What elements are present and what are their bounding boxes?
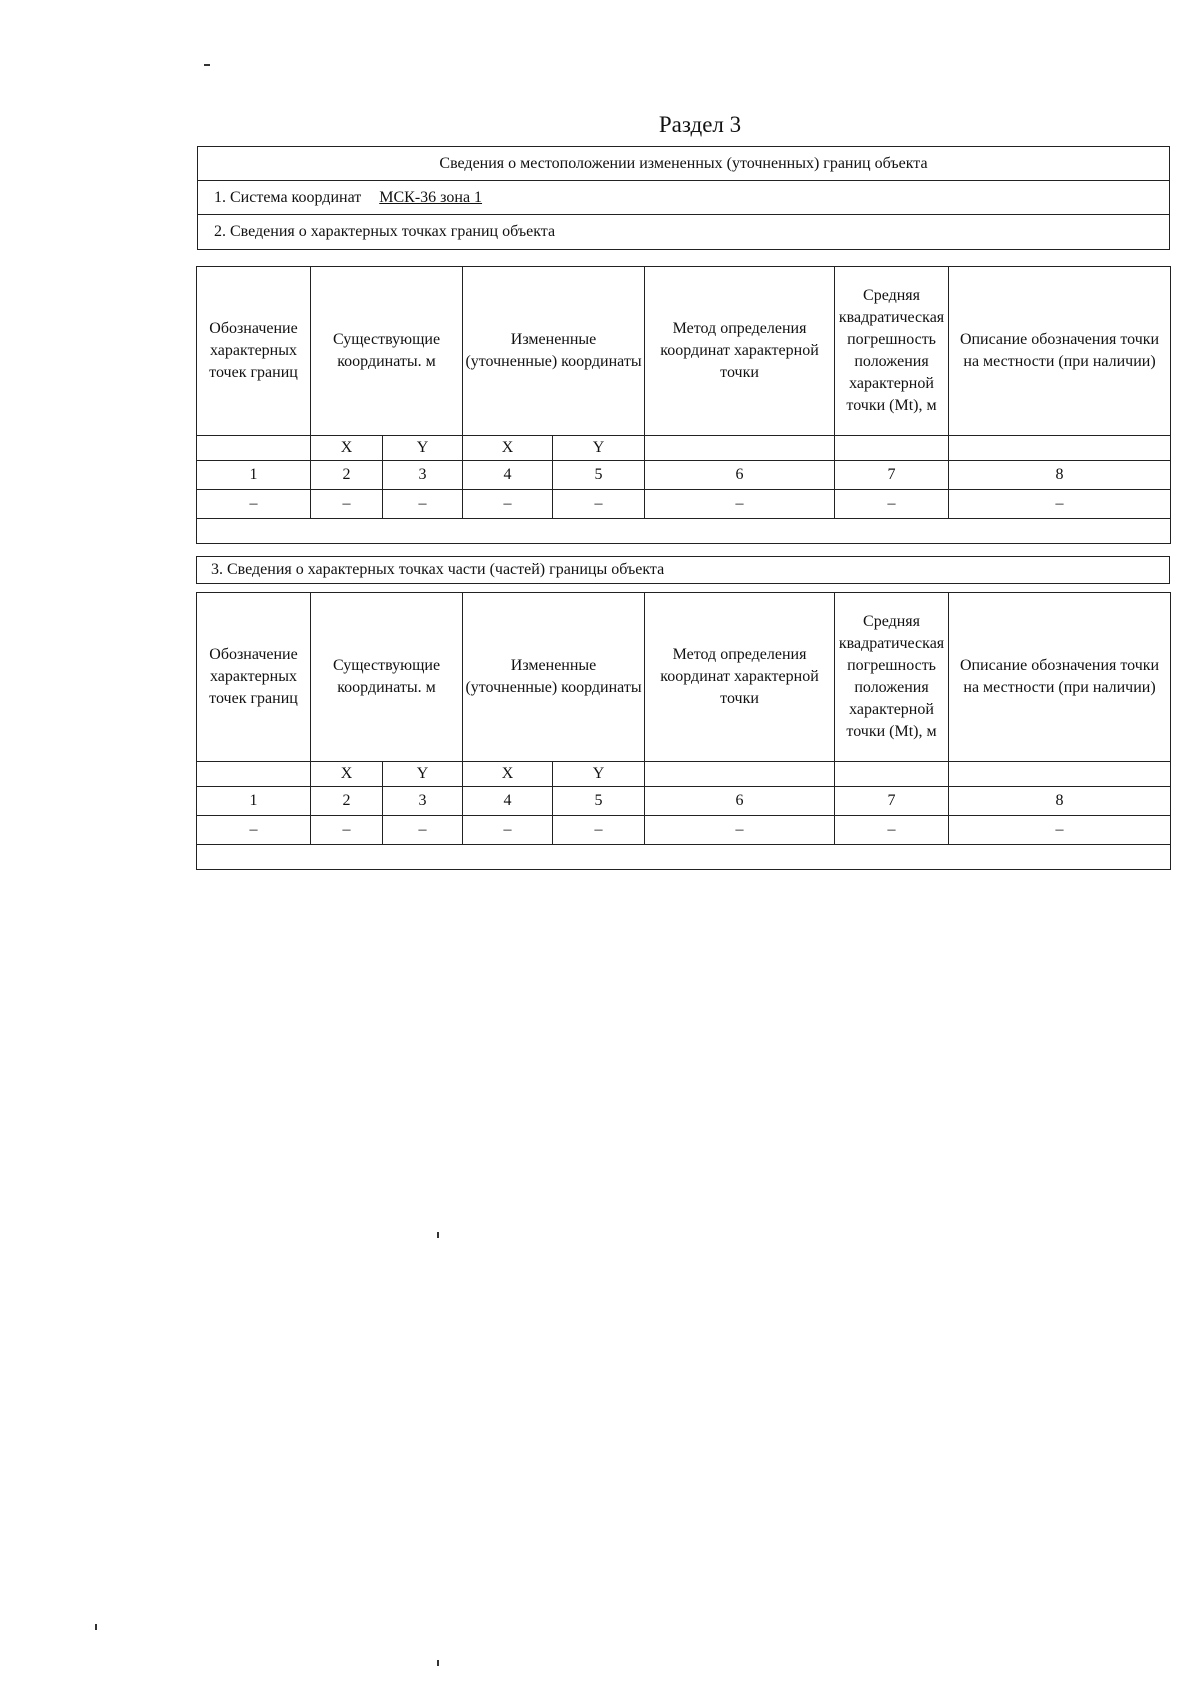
blank-cell (197, 845, 1171, 870)
column-number: 3 (383, 461, 463, 490)
col-description: Описание обозначения точки на местности (при наличии) (949, 593, 1171, 762)
dash-cell: – (383, 816, 463, 845)
dash-cell: – (311, 490, 383, 519)
header-title: Сведения о местоположении измененных (уточненных) границ объекта (198, 147, 1169, 181)
y-label: Y (553, 762, 645, 787)
dash-cell: – (463, 490, 553, 519)
xy-cell (949, 762, 1171, 787)
dash-cell: – (463, 816, 553, 845)
col-method: Метод определения координат характерной точки (645, 593, 835, 762)
col-designation: Обозначение характерных точек границ (197, 267, 311, 436)
column-number-row (197, 787, 1171, 816)
table-header-row (197, 593, 1171, 762)
column-number: 2 (311, 461, 383, 490)
dash-cell: – (197, 490, 311, 519)
section-title: Раздел 3 (658, 112, 742, 137)
x-label: X (463, 436, 553, 461)
dash-cell: – (645, 816, 835, 845)
y-label: Y (383, 436, 463, 461)
header-box (197, 146, 1170, 250)
col-existing-coords: Существующие координаты. м (311, 267, 463, 436)
xy-cell (835, 762, 949, 787)
boundary-points-table (196, 266, 1171, 544)
table-row (197, 490, 1171, 519)
column-number: 4 (463, 787, 553, 816)
col-designation: Обозначение характерных точек границ (197, 593, 311, 762)
xy-cell (949, 436, 1171, 461)
x-label: X (311, 436, 383, 461)
part-points-label: 3. Сведения о характерных точках части (частей) границы объекта (196, 556, 1170, 584)
xy-cell (835, 436, 949, 461)
column-number-row (197, 461, 1171, 490)
column-number: 5 (553, 461, 645, 490)
dash-cell: – (835, 490, 949, 519)
blank-row (197, 519, 1171, 544)
y-label: Y (383, 762, 463, 787)
dash-cell: – (383, 490, 463, 519)
dash-cell: – (949, 490, 1171, 519)
blank-row (197, 845, 1171, 870)
table-header-row (197, 267, 1171, 436)
col-method: Метод определения координат характерной точки (645, 267, 835, 436)
scan-speck (204, 64, 210, 66)
coord-system-row (198, 181, 1169, 215)
dash-cell: – (645, 490, 835, 519)
x-label: X (463, 762, 553, 787)
part-points-table (196, 592, 1171, 870)
column-number: 7 (835, 461, 949, 490)
column-number: 5 (553, 787, 645, 816)
scan-speck (437, 1232, 439, 1238)
column-number: 7 (835, 787, 949, 816)
col-changed-coords: Измененные (уточненные) координаты (463, 267, 645, 436)
xy-cell (197, 436, 311, 461)
xy-cell (645, 762, 835, 787)
points-label: 2. Сведения о характерных точках границ объекта (214, 223, 556, 240)
column-number: 2 (311, 787, 383, 816)
blank-cell (197, 519, 1171, 544)
column-number: 4 (463, 461, 553, 490)
xy-row (197, 762, 1171, 787)
table-row (197, 816, 1171, 845)
xy-row (197, 436, 1171, 461)
column-number: 6 (645, 461, 835, 490)
coord-system-value: МСК-36 зона 1 (379, 189, 483, 206)
dash-cell: – (553, 816, 645, 845)
col-changed-coords: Измененные (уточненные) координаты (463, 593, 645, 762)
col-error: Средняя квадратическая погрешность положения характерной точки (Mt), м (835, 267, 949, 436)
xy-cell (645, 436, 835, 461)
coord-system-label: 1. Система координат (214, 189, 362, 206)
dash-cell: – (311, 816, 383, 845)
dash-cell: – (553, 490, 645, 519)
column-number: 1 (197, 461, 311, 490)
y-label: Y (553, 436, 645, 461)
col-error: Средняя квадратическая погрешность положения характерной точки (Mt), м (835, 593, 949, 762)
col-description: Описание обозначения точки на местности (при наличии) (949, 267, 1171, 436)
scan-speck (437, 1660, 439, 1666)
column-number: 1 (197, 787, 311, 816)
col-existing-coords: Существующие координаты. м (311, 593, 463, 762)
column-number: 8 (949, 787, 1171, 816)
x-label: X (311, 762, 383, 787)
dash-cell: – (835, 816, 949, 845)
scan-speck (95, 1624, 97, 1630)
dash-cell: – (949, 816, 1171, 845)
xy-cell (197, 762, 311, 787)
column-number: 6 (645, 787, 835, 816)
column-number: 8 (949, 461, 1171, 490)
dash-cell: – (197, 816, 311, 845)
column-number: 3 (383, 787, 463, 816)
